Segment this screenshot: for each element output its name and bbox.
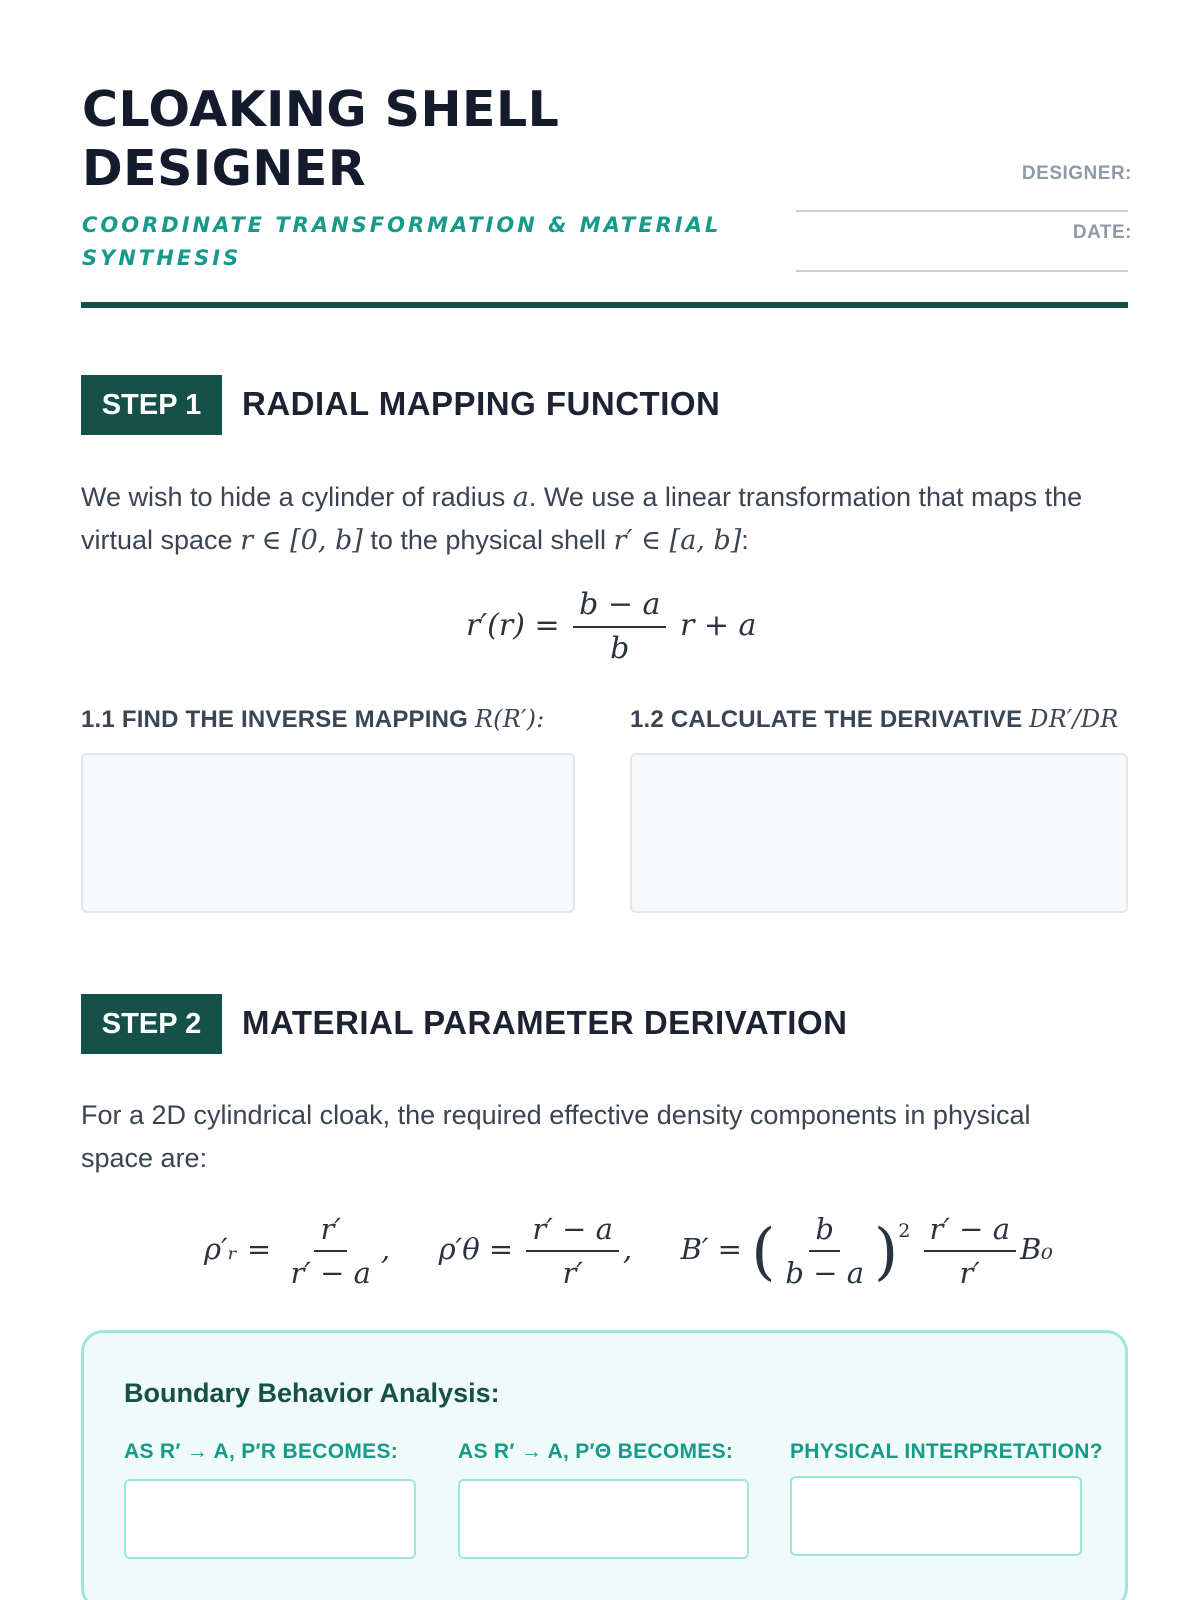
intro-text-1: We wish to hide a cylinder of radius: [81, 482, 513, 512]
step-1-title: RADIAL MAPPING FUNCTION: [242, 385, 721, 422]
answer-box-1-1[interactable]: [81, 753, 575, 913]
intro-text-4: :: [741, 525, 749, 555]
designer-label: DESIGNER:: [1021, 163, 1132, 184]
rho-r-equation: [204, 1212, 399, 1290]
page-subtitle: [82, 209, 722, 275]
rho-r-separator: ,: [380, 1232, 391, 1266]
bulk-radial-denominator: r′: [959, 1256, 980, 1290]
question-1-1-label: [81, 705, 544, 734]
answer-box-1-2[interactable]: [630, 753, 1128, 913]
bulk-radial-numerator: r′ − a: [924, 1212, 1016, 1252]
intro-math-range-physical: r′ ∈ [a, b]: [613, 525, 742, 556]
rho-r-fraction: [284, 1212, 376, 1290]
step-2-badge: STEP 2: [81, 994, 222, 1054]
question-1-1-math: R(R′):: [474, 705, 545, 733]
bulk-radial-fraction: [924, 1212, 1016, 1290]
rho-r-numerator: r′: [314, 1212, 346, 1252]
date-label: DATE:: [1072, 222, 1132, 243]
boundary-analysis-title: Boundary Behavior Analysis:: [124, 1378, 500, 1408]
question-1-2-label: [630, 705, 1119, 734]
step-1-intro: [81, 476, 1131, 562]
step-2-title: MATERIAL PARAMETER DERIVATION: [242, 1004, 848, 1041]
mapping-numerator: b − a: [573, 588, 666, 628]
rho-r-lhs: ρ′ᵣ =: [204, 1232, 272, 1266]
mapping-equation: [466, 588, 756, 666]
analysis-answer-3[interactable]: [790, 1476, 1082, 1556]
intro-text-2: . We use a linear transformation that maps the virtual space: [81, 482, 1083, 555]
rho-theta-fraction: [526, 1212, 618, 1290]
step-1-badge: STEP 1: [81, 375, 222, 435]
rho-theta-lhs: ρ′θ =: [438, 1232, 514, 1266]
page-title: [82, 80, 702, 198]
mapping-denominator: b: [610, 631, 630, 666]
bulk-exponent: 2: [898, 1220, 911, 1242]
bulk-modulus-lhs: B′ =: [680, 1232, 742, 1266]
intro-math-range-virtual: r ∈ [0, b]: [240, 525, 363, 556]
header-divider: [81, 302, 1128, 308]
date-field[interactable]: [796, 270, 1128, 272]
question-1-1-text: 1.1 FIND THE INVERSE MAPPING: [81, 706, 475, 733]
bulk-tail: B₀: [1020, 1232, 1053, 1266]
intro-math-a: a: [512, 482, 529, 513]
title-line-2: DESIGNER: [82, 140, 367, 197]
bulk-modulus-equation: [680, 1212, 1053, 1290]
mapping-lhs: r′(r) =: [466, 608, 560, 643]
mapping-rhs: r + a: [679, 608, 757, 643]
right-paren: ): [874, 1214, 899, 1288]
analysis-answer-2[interactable]: [458, 1479, 749, 1559]
step-2-intro: For a 2D cylindrical cloak, the required effective density components in physical space are:: [81, 1100, 1031, 1173]
density-equations: [204, 1212, 1053, 1290]
question-1-2-text: 1.2 CALCULATE THE DERIVATIVE: [630, 706, 1030, 733]
analysis-col-2-label: AS R′ → A, Ρ′Θ BECOMES:: [458, 1440, 734, 1463]
left-paren: (: [751, 1214, 776, 1288]
title-line-1: CLOAKING SHELL: [82, 81, 560, 138]
designer-field[interactable]: [796, 210, 1128, 212]
bulk-ratio-fraction: [779, 1212, 870, 1290]
analysis-col-1-label: AS R′ → A, Ρ′R BECOMES:: [124, 1440, 399, 1463]
mapping-fraction: [573, 588, 666, 666]
question-1-2-math: DR′/DR: [1029, 705, 1119, 733]
subtitle-line-1: COORDINATE TRANSFORMATION & MATERIAL: [82, 213, 722, 237]
boundary-analysis-panel: [81, 1330, 1128, 1600]
rho-theta-denominator: r′: [562, 1256, 583, 1290]
analysis-answer-1[interactable]: [124, 1479, 416, 1559]
rho-theta-numerator: r′ − a: [526, 1212, 618, 1252]
rho-theta-separator: ,: [622, 1232, 633, 1266]
rho-theta-equation: [438, 1212, 642, 1290]
rho-r-denominator: r′ − a: [290, 1256, 371, 1290]
intro-text-3: to the physical shell: [362, 525, 614, 555]
analysis-col-3-label: PHYSICAL INTERPRETATION?: [790, 1440, 1103, 1463]
subtitle-line-2: SYNTHESIS: [82, 246, 242, 270]
bulk-ratio-numerator: b: [809, 1212, 840, 1252]
bulk-ratio-denominator: b − a: [785, 1256, 864, 1290]
